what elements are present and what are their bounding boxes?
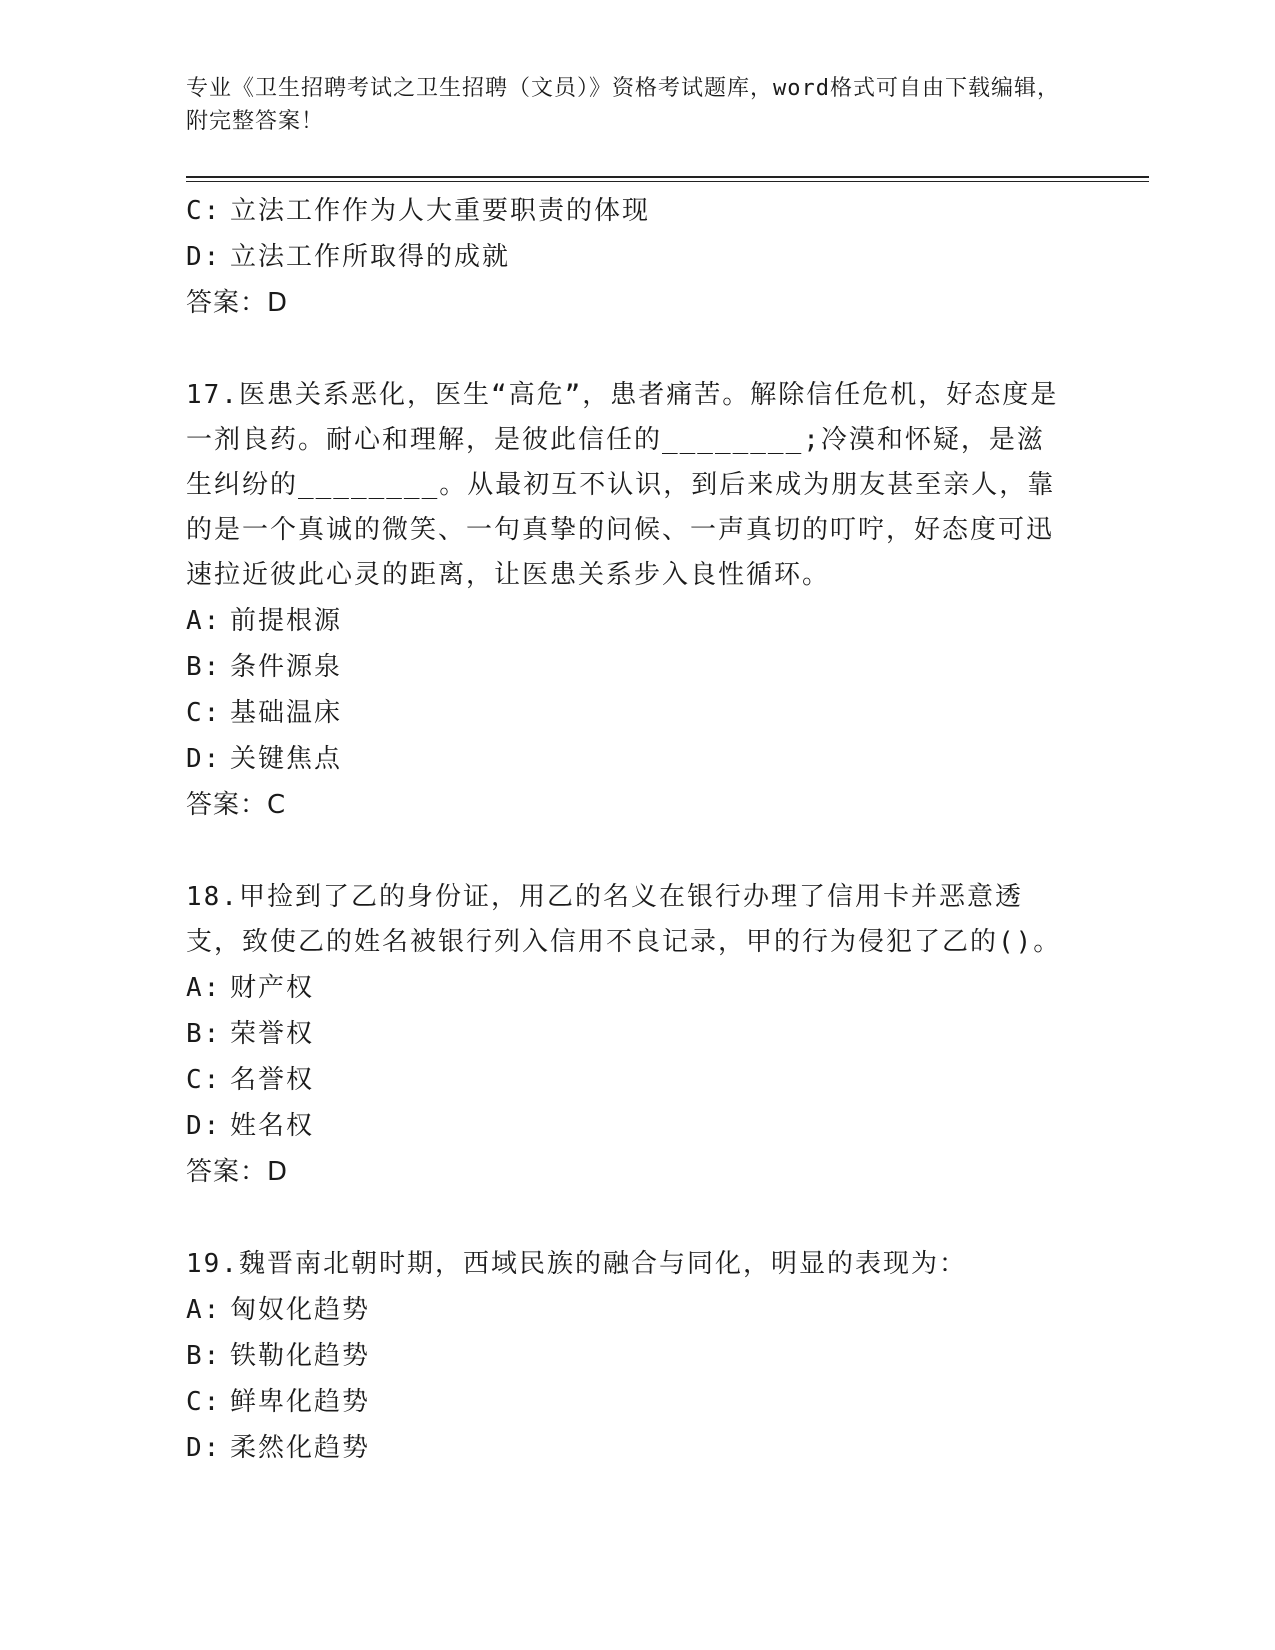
option-key: A:	[186, 973, 222, 1003]
option-c	[186, 1057, 1086, 1103]
option-c	[186, 690, 1086, 736]
option-key: B:	[186, 1019, 222, 1049]
option-key: C:	[186, 1387, 222, 1417]
answer-line: 答案：D	[186, 1157, 289, 1187]
option-d	[186, 234, 1086, 280]
option-text: 关键焦点	[230, 744, 343, 774]
option-a	[186, 965, 1086, 1011]
option-key: A:	[186, 606, 222, 636]
option-key: B:	[186, 652, 222, 682]
option-text: 匈奴化趋势	[230, 1295, 371, 1325]
header-rule-thick	[186, 176, 1149, 178]
option-c	[186, 188, 1086, 234]
option-text: 名誉权	[230, 1065, 315, 1095]
option-b	[186, 644, 1086, 690]
page-header: 专业《卫生招聘考试之卫生招聘（文员）》资格考试题库，word格式可自由下载编辑，附完整答案！	[186, 76, 1060, 134]
option-text: 立法工作所取得的成就	[230, 242, 511, 272]
question-list	[186, 188, 1086, 1471]
option-a	[186, 598, 1086, 644]
answer-line: 答案：D	[186, 288, 289, 318]
spacer	[186, 828, 1086, 875]
option-b	[186, 1333, 1086, 1379]
option-text: 条件源泉	[230, 652, 343, 682]
option-text: 柔然化趋势	[230, 1433, 371, 1463]
option-text: 姓名权	[230, 1111, 315, 1141]
option-text: 前提根源	[230, 606, 343, 636]
option-key: D:	[186, 1111, 222, 1141]
option-text: 鲜卑化趋势	[230, 1387, 371, 1417]
option-key: D:	[186, 1433, 222, 1463]
header-rule-thin	[186, 181, 1149, 182]
option-d	[186, 736, 1086, 782]
answer-line: 答案：C	[186, 790, 287, 820]
option-text: 荣誉权	[230, 1019, 315, 1049]
option-b	[186, 1011, 1086, 1057]
option-key: D:	[186, 242, 222, 272]
option-text: 立法工作作为人大重要职责的体现	[230, 196, 651, 226]
option-key: B:	[186, 1341, 222, 1371]
spacer	[186, 1195, 1086, 1242]
spacer	[186, 326, 1086, 373]
question-19-stem: 19.魏晋南北朝时期，西域民族的融合与同化，明显的表现为：	[186, 1249, 967, 1279]
option-d	[186, 1425, 1086, 1471]
option-a	[186, 1287, 1086, 1333]
option-c	[186, 1379, 1086, 1425]
question-18-stem: 18.甲捡到了乙的身份证，用乙的名义在银行办理了信用卡并恶意透支，致使乙的姓名被银行列入信用不良记录，甲的行为侵犯了乙的()。	[186, 882, 1062, 957]
option-key: D:	[186, 744, 222, 774]
option-key: A:	[186, 1295, 222, 1325]
option-text: 财产权	[230, 973, 315, 1003]
option-key: C:	[186, 1065, 222, 1095]
question-17-stem: 17.医患关系恶化，医生“高危”，患者痛苦。解除信任危机，好态度是一剂良药。耐心和理解，是彼此信任的________;冷漠和怀疑，是滋生纠纷的________。从最初互不认识，到后来成为朋友甚至亲人，靠的是一个真诚的微笑、一句真挚的问候、一声真切的叮咛，好态度可迅速拉近彼此心灵的距离，让医患关系步入良性循环。	[186, 380, 1059, 590]
option-text: 铁勒化趋势	[230, 1341, 371, 1371]
option-d	[186, 1103, 1086, 1149]
option-key: C:	[186, 698, 222, 728]
option-text: 基础温床	[230, 698, 343, 728]
option-key: C:	[186, 196, 222, 226]
